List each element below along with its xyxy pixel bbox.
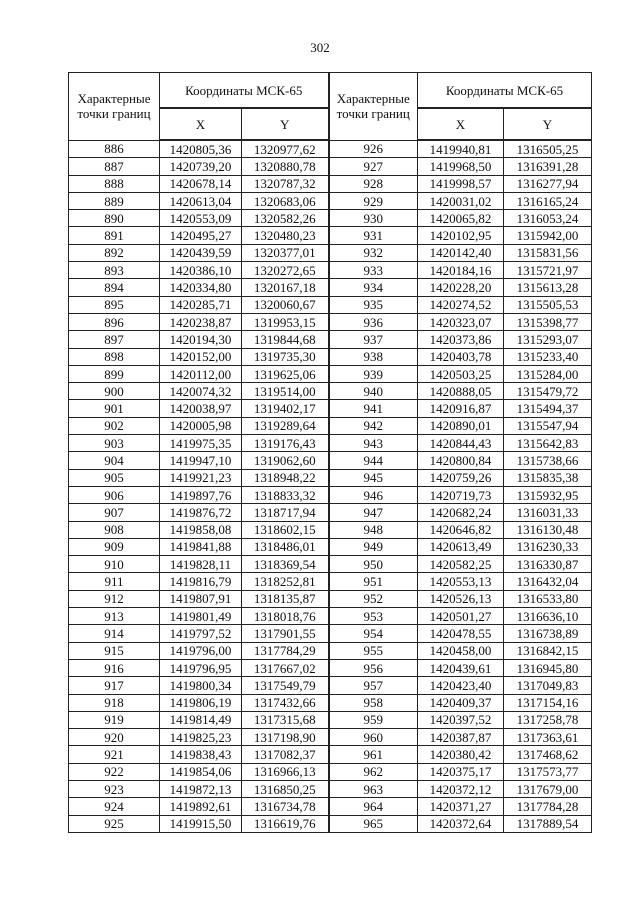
table-row <box>69 158 592 175</box>
table-row <box>69 365 592 382</box>
coord-x-left: 1420074,32 <box>160 383 242 400</box>
coord-y-right: 1316505,25 <box>504 140 592 158</box>
point-number-right: 930 <box>329 210 418 227</box>
coord-x-right: 1420375,17 <box>418 763 504 780</box>
coord-y-right: 1317573,77 <box>504 763 592 780</box>
coord-y-left: 1317784,29 <box>242 642 329 659</box>
point-number-right: 946 <box>329 486 418 503</box>
coord-x-right: 1420890,01 <box>418 417 504 434</box>
coord-x-right: 1420031,02 <box>418 192 504 209</box>
coord-y-left: 1318018,76 <box>242 608 329 625</box>
coord-x-right: 1420553,13 <box>418 573 504 590</box>
table-row <box>69 798 592 815</box>
coord-y-left: 1318717,94 <box>242 504 329 521</box>
coord-x-left: 1419825,23 <box>160 729 242 746</box>
point-number-left: 906 <box>69 486 160 503</box>
coord-x-left: 1420038,97 <box>160 400 242 417</box>
coord-y-left: 1319735,30 <box>242 348 329 365</box>
point-number-left: 904 <box>69 452 160 469</box>
coord-y-right: 1316945,80 <box>504 659 592 676</box>
table-row <box>69 538 592 555</box>
point-number-left: 909 <box>69 538 160 555</box>
point-number-right: 927 <box>329 158 418 175</box>
header-y-left: Y <box>242 108 329 140</box>
table-row <box>69 279 592 296</box>
coord-x-left: 1419796,00 <box>160 642 242 659</box>
coord-y-right: 1315505,53 <box>504 296 592 313</box>
point-number-left: 886 <box>69 140 160 158</box>
coord-y-left: 1320060,67 <box>242 296 329 313</box>
coord-y-left: 1318135,87 <box>242 590 329 607</box>
coord-x-left: 1419801,49 <box>160 608 242 625</box>
coord-x-right: 1420372,64 <box>418 815 504 832</box>
coord-y-right: 1317468,62 <box>504 746 592 763</box>
coord-y-left: 1319514,00 <box>242 383 329 400</box>
coord-y-left: 1318833,32 <box>242 486 329 503</box>
point-number-right: 936 <box>329 313 418 330</box>
table-row <box>69 729 592 746</box>
table-row <box>69 192 592 209</box>
point-number-left: 895 <box>69 296 160 313</box>
coord-y-left: 1319062,60 <box>242 452 329 469</box>
table-row <box>69 417 592 434</box>
point-number-right: 929 <box>329 192 418 209</box>
coord-x-right: 1420423,40 <box>418 677 504 694</box>
coordinates-table <box>68 72 592 833</box>
table-row <box>69 244 592 261</box>
table-row <box>69 573 592 590</box>
coord-x-right: 1420102,95 <box>418 227 504 244</box>
coord-x-left: 1419828,11 <box>160 556 242 573</box>
coord-y-right: 1315942,00 <box>504 227 592 244</box>
coord-x-left: 1420553,09 <box>160 210 242 227</box>
coord-x-left: 1420386,10 <box>160 262 242 279</box>
coord-y-left: 1320977,62 <box>242 140 329 158</box>
coord-x-right: 1420582,25 <box>418 556 504 573</box>
table-row <box>69 746 592 763</box>
point-number-right: 939 <box>329 365 418 382</box>
point-number-right: 928 <box>329 175 418 192</box>
point-number-right: 955 <box>329 642 418 659</box>
coord-y-left: 1318602,15 <box>242 521 329 538</box>
coord-y-left: 1316619,76 <box>242 815 329 832</box>
point-number-left: 891 <box>69 227 160 244</box>
coord-y-right: 1315398,77 <box>504 313 592 330</box>
coord-y-left: 1316966,13 <box>242 763 329 780</box>
table-row <box>69 780 592 797</box>
point-number-left: 923 <box>69 780 160 797</box>
point-number-right: 937 <box>329 331 418 348</box>
table-row <box>69 400 592 417</box>
table-row <box>69 435 592 452</box>
coord-x-left: 1420805,36 <box>160 140 242 158</box>
table-row <box>69 383 592 400</box>
coord-y-right: 1316053,24 <box>504 210 592 227</box>
table-row <box>69 694 592 711</box>
point-number-left: 888 <box>69 175 160 192</box>
coord-x-right: 1420403,78 <box>418 348 504 365</box>
coord-x-left: 1419797,52 <box>160 625 242 642</box>
coord-x-right: 1420380,42 <box>418 746 504 763</box>
point-number-right: 945 <box>329 469 418 486</box>
coord-x-left: 1419816,79 <box>160 573 242 590</box>
point-number-left: 914 <box>69 625 160 642</box>
point-number-left: 907 <box>69 504 160 521</box>
coord-x-left: 1419858,08 <box>160 521 242 538</box>
coord-y-left: 1317901,55 <box>242 625 329 642</box>
coord-x-right: 1420526,13 <box>418 590 504 607</box>
point-number-left: 912 <box>69 590 160 607</box>
coord-y-left: 1320272,65 <box>242 262 329 279</box>
coord-y-right: 1316130,48 <box>504 521 592 538</box>
point-number-left: 916 <box>69 659 160 676</box>
coord-x-right: 1420916,87 <box>418 400 504 417</box>
coord-y-right: 1315721,97 <box>504 262 592 279</box>
point-number-right: 944 <box>329 452 418 469</box>
point-number-left: 896 <box>69 313 160 330</box>
table-row <box>69 140 592 158</box>
coord-x-right: 1420503,25 <box>418 365 504 382</box>
coord-y-left: 1320683,06 <box>242 192 329 209</box>
coord-x-right: 1420439,61 <box>418 659 504 676</box>
point-number-right: 953 <box>329 608 418 625</box>
header-coords-left: Координаты МСК-65 <box>160 73 329 109</box>
coord-y-right: 1315547,94 <box>504 417 592 434</box>
coord-x-left: 1419892,61 <box>160 798 242 815</box>
coord-x-right: 1420844,43 <box>418 435 504 452</box>
coord-x-left: 1419806,19 <box>160 694 242 711</box>
coord-y-left: 1320480,23 <box>242 227 329 244</box>
table-row <box>69 556 592 573</box>
coord-y-right: 1315293,07 <box>504 331 592 348</box>
table-row <box>69 348 592 365</box>
point-number-left: 910 <box>69 556 160 573</box>
point-number-right: 938 <box>329 348 418 365</box>
coord-x-left: 1420285,71 <box>160 296 242 313</box>
coord-x-right: 1420397,52 <box>418 711 504 728</box>
coord-x-right: 1420458,00 <box>418 642 504 659</box>
coord-x-right: 1420646,82 <box>418 521 504 538</box>
point-number-right: 931 <box>329 227 418 244</box>
point-number-left: 905 <box>69 469 160 486</box>
coord-x-left: 1419947,10 <box>160 452 242 469</box>
table-row <box>69 486 592 503</box>
table-row <box>69 677 592 694</box>
coord-x-left: 1419975,35 <box>160 435 242 452</box>
point-number-left: 924 <box>69 798 160 815</box>
coord-x-left: 1419872,13 <box>160 780 242 797</box>
table-row <box>69 452 592 469</box>
coord-y-right: 1316636,10 <box>504 608 592 625</box>
point-number-right: 954 <box>329 625 418 642</box>
coord-y-left: 1320377,01 <box>242 244 329 261</box>
coord-x-right: 1420323,07 <box>418 313 504 330</box>
point-number-right: 951 <box>329 573 418 590</box>
coord-y-right: 1315642,83 <box>504 435 592 452</box>
coord-y-left: 1318252,81 <box>242 573 329 590</box>
coord-y-right: 1317154,16 <box>504 694 592 711</box>
point-number-right: 935 <box>329 296 418 313</box>
point-number-right: 964 <box>329 798 418 815</box>
coord-y-right: 1316330,87 <box>504 556 592 573</box>
table-row <box>69 763 592 780</box>
point-number-left: 899 <box>69 365 160 382</box>
coord-y-left: 1320582,26 <box>242 210 329 227</box>
coord-y-left: 1320880,78 <box>242 158 329 175</box>
coord-x-right: 1419968,50 <box>418 158 504 175</box>
coord-y-right: 1315479,72 <box>504 383 592 400</box>
coord-x-right: 1420371,27 <box>418 798 504 815</box>
coord-x-right: 1420888,05 <box>418 383 504 400</box>
coord-y-left: 1317667,02 <box>242 659 329 676</box>
coord-y-right: 1315613,28 <box>504 279 592 296</box>
coord-y-right: 1317363,61 <box>504 729 592 746</box>
coord-y-left: 1319625,06 <box>242 365 329 382</box>
point-number-left: 897 <box>69 331 160 348</box>
coord-y-right: 1316842,15 <box>504 642 592 659</box>
table-row <box>69 227 592 244</box>
header-x-left: X <box>160 108 242 140</box>
coord-x-right: 1420373,86 <box>418 331 504 348</box>
coord-x-right: 1420719,73 <box>418 486 504 503</box>
point-number-left: 915 <box>69 642 160 659</box>
coord-x-right: 1420409,37 <box>418 694 504 711</box>
coord-x-left: 1420678,14 <box>160 175 242 192</box>
table-row <box>69 210 592 227</box>
coord-y-left: 1318948,22 <box>242 469 329 486</box>
point-number-right: 932 <box>329 244 418 261</box>
point-number-right: 965 <box>329 815 418 832</box>
coord-y-left: 1316850,25 <box>242 780 329 797</box>
table-row <box>69 313 592 330</box>
coord-y-left: 1318486,01 <box>242 538 329 555</box>
header-coords-right: Координаты МСК-65 <box>418 73 592 109</box>
coord-x-right: 1420800,84 <box>418 452 504 469</box>
table-row <box>69 504 592 521</box>
point-number-left: 890 <box>69 210 160 227</box>
coord-y-left: 1317198,90 <box>242 729 329 746</box>
coord-x-left: 1419854,06 <box>160 763 242 780</box>
point-number-left: 920 <box>69 729 160 746</box>
point-number-left: 921 <box>69 746 160 763</box>
coord-y-left: 1319844,68 <box>242 331 329 348</box>
table-row <box>69 590 592 607</box>
page-number: 302 <box>310 40 330 55</box>
coord-x-left: 1420613,04 <box>160 192 242 209</box>
coord-x-left: 1420495,27 <box>160 227 242 244</box>
coord-y-right: 1316738,89 <box>504 625 592 642</box>
point-number-right: 934 <box>329 279 418 296</box>
coord-y-left: 1319289,64 <box>242 417 329 434</box>
point-number-right: 952 <box>329 590 418 607</box>
point-number-left: 892 <box>69 244 160 261</box>
point-number-left: 922 <box>69 763 160 780</box>
table-row <box>69 175 592 192</box>
point-number-right: 949 <box>329 538 418 555</box>
coord-y-left: 1320787,32 <box>242 175 329 192</box>
coord-y-left: 1316734,78 <box>242 798 329 815</box>
coord-y-right: 1317784,28 <box>504 798 592 815</box>
coord-x-right: 1420501,27 <box>418 608 504 625</box>
point-number-left: 918 <box>69 694 160 711</box>
table-row <box>69 521 592 538</box>
point-number-right: 961 <box>329 746 418 763</box>
coord-x-right: 1420274,52 <box>418 296 504 313</box>
header-point-left: Характерные точки границ <box>69 73 160 141</box>
header-x-right: X <box>418 108 504 140</box>
point-number-left: 917 <box>69 677 160 694</box>
point-number-right: 958 <box>329 694 418 711</box>
point-number-right: 943 <box>329 435 418 452</box>
coord-x-left: 1420152,00 <box>160 348 242 365</box>
coord-x-right: 1420387,87 <box>418 729 504 746</box>
point-number-right: 933 <box>329 262 418 279</box>
coord-y-right: 1315932,95 <box>504 486 592 503</box>
point-number-right: 948 <box>329 521 418 538</box>
coord-y-right: 1317258,78 <box>504 711 592 728</box>
coord-x-left: 1419915,50 <box>160 815 242 832</box>
point-number-right: 959 <box>329 711 418 728</box>
point-number-left: 900 <box>69 383 160 400</box>
coord-y-left: 1317315,68 <box>242 711 329 728</box>
coord-x-right: 1420682,24 <box>418 504 504 521</box>
coord-y-right: 1316165,24 <box>504 192 592 209</box>
coord-x-left: 1419814,49 <box>160 711 242 728</box>
coord-x-left: 1420439,59 <box>160 244 242 261</box>
point-number-right: 956 <box>329 659 418 676</box>
table-row <box>69 331 592 348</box>
point-number-left: 894 <box>69 279 160 296</box>
coord-x-right: 1420759,26 <box>418 469 504 486</box>
point-number-left: 913 <box>69 608 160 625</box>
coord-x-right: 1420065,82 <box>418 210 504 227</box>
point-number-right: 960 <box>329 729 418 746</box>
coord-x-right: 1420478,55 <box>418 625 504 642</box>
table-row <box>69 642 592 659</box>
coord-y-right: 1315494,37 <box>504 400 592 417</box>
coord-x-right: 1420228,20 <box>418 279 504 296</box>
coord-x-right: 1419940,81 <box>418 140 504 158</box>
point-number-left: 898 <box>69 348 160 365</box>
coord-y-right: 1315284,00 <box>504 365 592 382</box>
point-number-right: 941 <box>329 400 418 417</box>
coord-y-left: 1317432,66 <box>242 694 329 711</box>
point-number-left: 911 <box>69 573 160 590</box>
header-y-right: Y <box>504 108 592 140</box>
coord-x-left: 1420334,80 <box>160 279 242 296</box>
table-row <box>69 625 592 642</box>
coord-y-right: 1316432,04 <box>504 573 592 590</box>
point-number-left: 889 <box>69 192 160 209</box>
table-body <box>69 140 592 832</box>
coord-y-right: 1315835,38 <box>504 469 592 486</box>
coord-y-left: 1317082,37 <box>242 746 329 763</box>
header-point-right: Характерные точки границ <box>329 73 418 141</box>
point-number-right: 950 <box>329 556 418 573</box>
coord-y-right: 1316533,80 <box>504 590 592 607</box>
coord-x-right: 1419998,57 <box>418 175 504 192</box>
point-number-left: 902 <box>69 417 160 434</box>
coord-y-right: 1316230,33 <box>504 538 592 555</box>
coord-x-left: 1420739,20 <box>160 158 242 175</box>
coord-x-right: 1420184,16 <box>418 262 504 279</box>
point-number-right: 957 <box>329 677 418 694</box>
table-row <box>69 608 592 625</box>
coord-x-left: 1420194,30 <box>160 331 242 348</box>
coord-y-right: 1316391,28 <box>504 158 592 175</box>
coord-x-left: 1419876,72 <box>160 504 242 521</box>
coord-y-right: 1315233,40 <box>504 348 592 365</box>
point-number-left: 887 <box>69 158 160 175</box>
point-number-right: 942 <box>329 417 418 434</box>
table-row <box>69 469 592 486</box>
coord-y-left: 1319176,43 <box>242 435 329 452</box>
coord-x-right: 1420613,49 <box>418 538 504 555</box>
coord-y-right: 1317679,00 <box>504 780 592 797</box>
coord-x-left: 1419796,95 <box>160 659 242 676</box>
point-number-left: 893 <box>69 262 160 279</box>
table-row <box>69 815 592 832</box>
point-number-right: 926 <box>329 140 418 158</box>
point-number-left: 919 <box>69 711 160 728</box>
point-number-left: 908 <box>69 521 160 538</box>
coord-y-left: 1320167,18 <box>242 279 329 296</box>
coord-x-left: 1419841,88 <box>160 538 242 555</box>
coord-x-left: 1419897,76 <box>160 486 242 503</box>
coord-x-right: 1420372,12 <box>418 780 504 797</box>
coord-y-right: 1315831,56 <box>504 244 592 261</box>
coord-x-left: 1419800,34 <box>160 677 242 694</box>
point-number-left: 901 <box>69 400 160 417</box>
table-row <box>69 296 592 313</box>
coord-x-left: 1420238,87 <box>160 313 242 330</box>
point-number-left: 903 <box>69 435 160 452</box>
coord-y-left: 1317549,79 <box>242 677 329 694</box>
coord-y-right: 1317049,83 <box>504 677 592 694</box>
point-number-right: 947 <box>329 504 418 521</box>
table-row <box>69 711 592 728</box>
point-number-right: 940 <box>329 383 418 400</box>
table-row <box>69 262 592 279</box>
table-row <box>69 659 592 676</box>
coord-x-right: 1420142,40 <box>418 244 504 261</box>
coord-y-left: 1319402,17 <box>242 400 329 417</box>
coord-y-right: 1315738,66 <box>504 452 592 469</box>
coord-y-right: 1316031,33 <box>504 504 592 521</box>
coord-x-left: 1419838,43 <box>160 746 242 763</box>
point-number-right: 962 <box>329 763 418 780</box>
coord-y-right: 1317889,54 <box>504 815 592 832</box>
coord-y-right: 1316277,94 <box>504 175 592 192</box>
coord-x-left: 1420112,00 <box>160 365 242 382</box>
coord-x-left: 1419807,91 <box>160 590 242 607</box>
coord-x-left: 1420005,98 <box>160 417 242 434</box>
point-number-left: 925 <box>69 815 160 832</box>
coord-x-left: 1419921,23 <box>160 469 242 486</box>
point-number-right: 963 <box>329 780 418 797</box>
coord-y-left: 1318369,54 <box>242 556 329 573</box>
coord-y-left: 1319953,15 <box>242 313 329 330</box>
